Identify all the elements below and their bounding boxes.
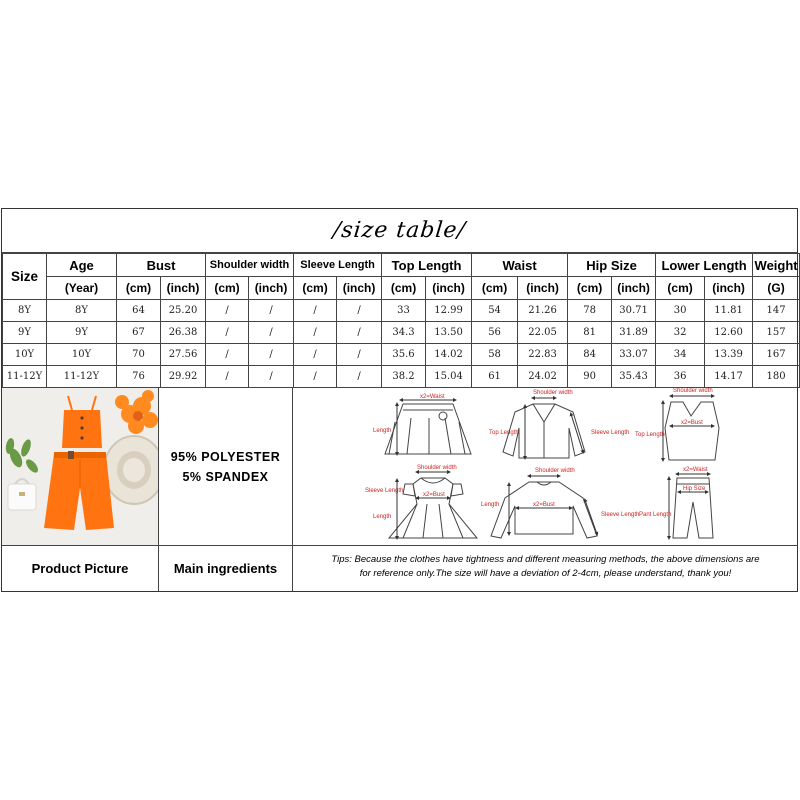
table-cell: 9Y (47, 322, 117, 344)
header-row (3, 254, 800, 277)
main-ingredients-label: Main ingredients (159, 546, 293, 591)
tips-line-2: for reference only.The size will have a deviation of 2-4cm, please understand, thank you! (359, 568, 732, 579)
header-lower-length: Lower Length (656, 254, 753, 277)
pants-diagram (669, 474, 713, 538)
measurement-diagrams (293, 388, 798, 546)
label-shoulder-2: Shoulder width (673, 388, 713, 394)
diagram-canvas (293, 388, 797, 545)
table-cell: 78 (568, 300, 612, 322)
unit-cell: (inch) (705, 277, 753, 300)
label-sleeve-3: Sleeve Length (601, 512, 640, 518)
table-cell: 67 (117, 322, 161, 344)
product-picture (2, 388, 159, 546)
table-cell: / (294, 344, 337, 366)
title-text: /size table/ (331, 218, 468, 243)
unit-cell: (inch) (612, 277, 656, 300)
label-shoulder-1: Shoulder width (533, 390, 573, 396)
table-cell: / (337, 344, 382, 366)
product-picture-label: Product Picture (2, 546, 159, 591)
unit-cell: (cm) (206, 277, 249, 300)
table-cell: / (206, 366, 249, 388)
unit-row (3, 277, 800, 300)
table-cell: 167 (753, 344, 800, 366)
table-cell: 10Y (3, 344, 47, 366)
table-cell: 8Y (47, 300, 117, 322)
table-cell: / (294, 322, 337, 344)
label-waist-1: x2=Waist (420, 394, 445, 400)
table-cell: / (249, 322, 294, 344)
table-cell: 30.71 (612, 300, 656, 322)
jacket-diagram (503, 398, 585, 458)
product-illustration (2, 388, 158, 545)
label-bust-3: x2=Bust (533, 502, 555, 508)
table-cell: / (294, 300, 337, 322)
table-cell: 34.3 (382, 322, 426, 344)
dress-diagram (389, 472, 477, 538)
unit-cell: (cm) (656, 277, 705, 300)
label-sleeve-2: Sleeve Length (365, 488, 404, 494)
unit-cell: (inch) (161, 277, 206, 300)
tank-top-diagram (663, 396, 719, 460)
table-cell: 61 (472, 366, 518, 388)
unit-cell: (G) (753, 277, 800, 300)
table-cell: 11-12Y (47, 366, 117, 388)
unit-cell: (inch) (426, 277, 472, 300)
table-cell: 34 (656, 344, 705, 366)
table-row (3, 344, 800, 366)
table-cell: 64 (117, 300, 161, 322)
table-cell: 54 (472, 300, 518, 322)
unit-cell: (Year) (47, 277, 117, 300)
header-hip-size: Hip Size (568, 254, 656, 277)
header-top-length: Top Length (382, 254, 472, 277)
table-cell: 180 (753, 366, 800, 388)
unit-cell: (cm) (472, 277, 518, 300)
header-bust: Bust (117, 254, 206, 277)
label-waist-2: x2=Waist (683, 467, 708, 473)
table-cell: / (337, 300, 382, 322)
table-cell: / (206, 300, 249, 322)
label-top-length-1: Top Length (489, 430, 519, 436)
header-waist: Waist (472, 254, 568, 277)
size-table (2, 253, 800, 388)
unit-cell: (cm) (294, 277, 337, 300)
table-cell: 38.2 (382, 366, 426, 388)
table-cell: 25.20 (161, 300, 206, 322)
header-size: Size (3, 254, 47, 300)
table-cell: 22.83 (518, 344, 568, 366)
table-row (3, 366, 800, 388)
table-cell: 84 (568, 344, 612, 366)
table-cell: 27.56 (161, 344, 206, 366)
table-cell: 22.05 (518, 322, 568, 344)
header-sleeve-length: Sleeve Length (294, 254, 382, 277)
unit-cell: (cm) (117, 277, 161, 300)
table-cell: 32 (656, 322, 705, 344)
unit-cell: (inch) (337, 277, 382, 300)
hat-icon (104, 436, 158, 504)
table-cell: 11-12Y (3, 366, 47, 388)
table-cell: 15.04 (426, 366, 472, 388)
table-cell: 8Y (3, 300, 47, 322)
table-cell: 21.26 (518, 300, 568, 322)
label-shoulder-4: Shoulder width (535, 468, 575, 474)
table-cell: / (294, 366, 337, 388)
table-cell: / (249, 300, 294, 322)
table-cell: 36 (656, 366, 705, 388)
size-table-title (2, 209, 797, 253)
table-cell: 10Y (47, 344, 117, 366)
label-top-length-2: Top Length (635, 432, 665, 438)
table-cell: 9Y (3, 322, 47, 344)
table-cell: 90 (568, 366, 612, 388)
table-cell: 31.89 (612, 322, 656, 344)
table-cell: / (337, 366, 382, 388)
table-cell: 58 (472, 344, 518, 366)
table-cell: 12.99 (426, 300, 472, 322)
table-cell: / (249, 344, 294, 366)
tips-line-1: Tips: Because the clothes have tightness and different measuring methods, the above dimensions are (331, 554, 760, 565)
table-cell: 81 (568, 322, 612, 344)
table-cell: 35.43 (612, 366, 656, 388)
table-cell: 12.60 (705, 322, 753, 344)
unit-cell: (cm) (382, 277, 426, 300)
unit-cell: (inch) (249, 277, 294, 300)
unit-cell: (inch) (518, 277, 568, 300)
label-length-3: Length (481, 502, 500, 508)
header-weight: Weight (753, 254, 800, 277)
size-sheet (1, 208, 798, 592)
label-bust-1: x2=Bust (681, 420, 703, 426)
table-cell: 157 (753, 322, 800, 344)
label-length-1: Length (373, 428, 392, 434)
table-cell: 24.02 (518, 366, 568, 388)
ingredient-spandex: 5% SPANDEX (182, 469, 269, 484)
table-cell: / (337, 322, 382, 344)
ingredient-polyester: 95% POLYESTER (170, 449, 281, 464)
table-cell: 14.02 (426, 344, 472, 366)
table-cell: 33 (382, 300, 426, 322)
label-sleeve-1: Sleeve Length (591, 430, 630, 436)
table-cell: / (249, 366, 294, 388)
table-cell: 11.81 (705, 300, 753, 322)
label-pant-length: Pant Length (639, 512, 672, 518)
unit-cell: (cm) (568, 277, 612, 300)
table-cell: 30 (656, 300, 705, 322)
table-cell: / (206, 344, 249, 366)
handbag-icon (8, 479, 36, 510)
skirt-diagram (385, 400, 471, 454)
table-cell: 33.07 (612, 344, 656, 366)
table-cell: 56 (472, 322, 518, 344)
table-cell: / (206, 322, 249, 344)
table-row (3, 322, 800, 344)
ingredients-box (159, 388, 293, 546)
table-cell: 13.50 (426, 322, 472, 344)
table-cell: 14.17 (705, 366, 753, 388)
table-cell: 147 (753, 300, 800, 322)
table-row (3, 300, 800, 322)
table-cell: 29.92 (161, 366, 206, 388)
table-cell: 35.6 (382, 344, 426, 366)
label-bust-2: x2=Bust (423, 492, 445, 498)
header-shoulder-width: Shoulder width (206, 254, 294, 277)
table-cell: 13.39 (705, 344, 753, 366)
label-shoulder-3: Shoulder width (417, 465, 457, 471)
label-length-2: Length (373, 514, 392, 520)
table-cell: 76 (117, 366, 161, 388)
table-cell: 26.38 (161, 322, 206, 344)
bottom-section (2, 388, 797, 591)
label-hip: Hip Size (683, 486, 706, 492)
table-cell: 70 (117, 344, 161, 366)
header-age: Age (47, 254, 117, 277)
tips-note (293, 546, 798, 591)
